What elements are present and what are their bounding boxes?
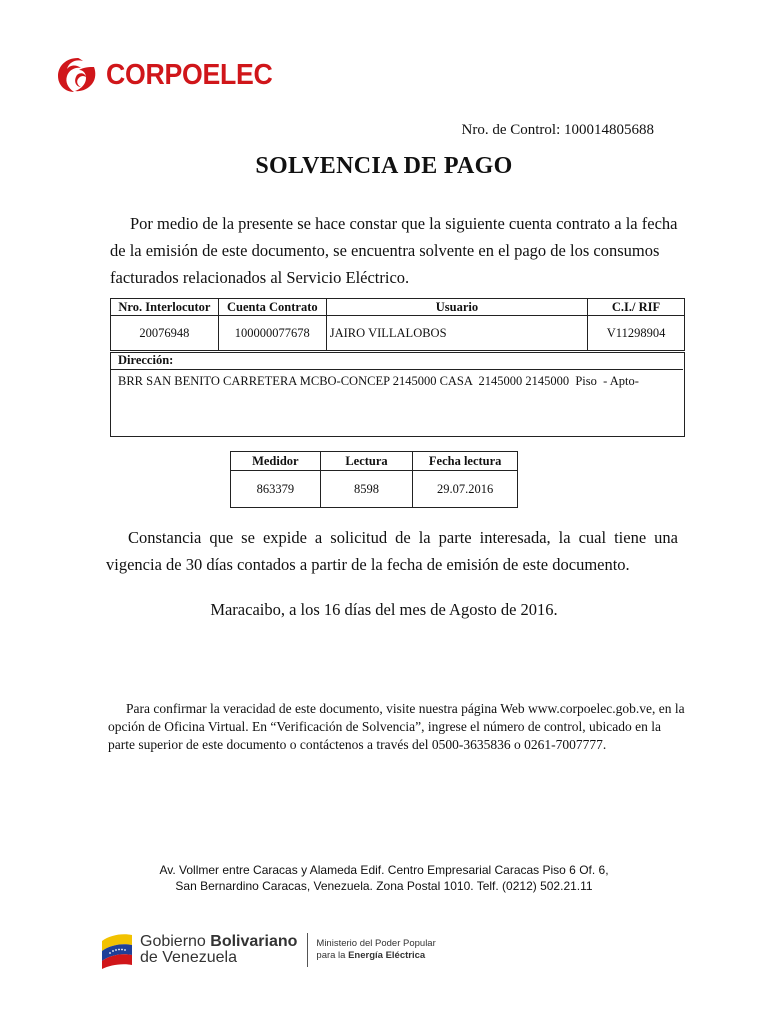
- government-branding: [100, 928, 436, 972]
- header-interlocutor: Nro. Interlocutor: [111, 299, 219, 316]
- intro-text: Por medio de la presente se hace constar que la siguiente cuenta contrato a la fecha de la emisión de este documento, se encuentra solvente en el pago de los consumos facturados relacionados al Servicio Eléctrico.: [110, 214, 678, 287]
- address-divider: [110, 369, 683, 370]
- ministry-line2-a: para la: [316, 950, 349, 961]
- corpoelec-logo: [56, 54, 287, 96]
- header-contract: Cuenta Contrato: [218, 299, 326, 316]
- meter-table-header: [231, 452, 518, 471]
- ministry-line1: Ministerio del Poder Popular: [316, 938, 436, 949]
- header-reading-date: Fecha lectura: [413, 452, 518, 471]
- gov-line1-a: Gobierno: [140, 933, 211, 950]
- logo-wordmark: CORPOELEC: [106, 58, 273, 91]
- footer-address-line-2: San Bernardino Caracas, Venezuela. Zona Postal 1010. Telf. (0212) 502.21.11: [175, 878, 593, 893]
- header-reading: Lectura: [320, 452, 413, 471]
- validity-paragraph: [106, 524, 678, 578]
- cell-reading: 8598: [320, 471, 413, 508]
- cell-ci-rif: V11298904: [588, 316, 685, 351]
- meter-table: [230, 451, 518, 508]
- gov-line2: de Venezuela: [140, 949, 237, 966]
- footer-address-line-1: Av. Vollmer entre Caracas y Alameda Edif. Centro Empresarial Caracas Piso 6 Of. 6,: [159, 863, 609, 877]
- address-label: Dirección:: [118, 353, 174, 367]
- account-table-header: [111, 299, 685, 316]
- table-row: [111, 316, 685, 351]
- account-table: [110, 298, 685, 351]
- branding-divider: [307, 933, 308, 967]
- venezuela-flag-icon: [100, 931, 134, 969]
- table-row: [231, 471, 518, 508]
- address-box: [110, 352, 685, 437]
- cell-reading-date: 29.07.2016: [413, 471, 518, 508]
- header-ci-rif: C.I./ RIF: [588, 299, 685, 316]
- control-number: Nro. de Control: 100014805688: [461, 122, 654, 138]
- gov-line1-b: Bolivariano: [210, 933, 298, 950]
- footer-address: [0, 863, 768, 894]
- place-date: Maracaibo, a los 16 días del mes de Agosto de 2016.: [210, 600, 558, 619]
- verification-text: Para confirmar la veracidad de este documento, visite nuestra página Web www.corpoelec.gob.ve, en la opción de Oficina Virtual. En “Verificación de Solvencia”, ingrese el número de control, ubicado en la parte superior de este documento o contáctenos a través del 0500-3635836 o 0261-7007777.: [108, 701, 685, 752]
- header-user: Usuario: [326, 299, 587, 316]
- address-value: BRR SAN BENITO CARRETERA MCBO-CONCEP 2145000 CASA 2145000 2145000 Piso - Apto-: [118, 374, 639, 388]
- ministry-name: [316, 938, 435, 962]
- cell-user: JAIRO VILLALOBOS: [326, 316, 587, 351]
- corpoelec-swirl-icon: [56, 55, 100, 95]
- cell-contract: 100000077678: [218, 316, 326, 351]
- ministry-line2-b: Energía Eléctrica: [348, 950, 426, 961]
- document-title: SOLVENCIA DE PAGO: [255, 153, 513, 179]
- intro-paragraph: [110, 210, 690, 291]
- cell-meter: 863379: [231, 471, 321, 508]
- validity-text: Constancia que se expide a solicitud de la parte interesada, la cual tiene una vigencia de 30 días contados a partir de la fecha de emisión de este documento.: [106, 528, 678, 574]
- verification-paragraph: [108, 700, 688, 754]
- header-meter: Medidor: [231, 452, 321, 471]
- cell-interlocutor: 20076948: [111, 316, 219, 351]
- government-name: [140, 934, 297, 966]
